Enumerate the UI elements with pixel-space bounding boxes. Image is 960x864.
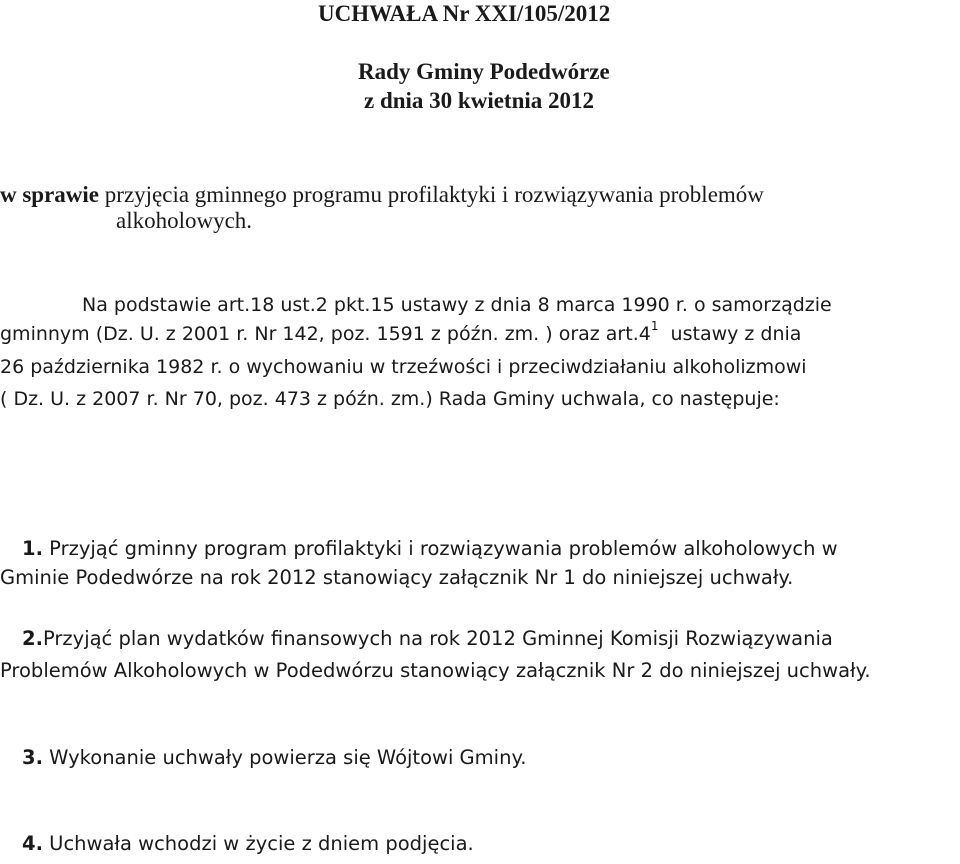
legal-basis-line-4: ( Dz. U. z 2007 r. Nr 70, poz. 473 z późn. zm.) Rada Gminy uchwala, co następuje: — [0, 388, 780, 410]
resolution-title: UCHWAŁA Nr XXI/105/2012 — [318, 1, 611, 26]
section-2-text-a: Przyjąć plan wydatków finansowych na rok 2012 Gminnej Komisji Rozwiązywania — [42, 627, 833, 650]
subject-lead: w sprawie — [0, 182, 100, 207]
resolution-date: z dnia 30 kwietnia 2012 — [364, 88, 595, 113]
section-1-text-a: Przyjąć gminny program profilaktyki i rozwiązywania problemów alkoholowych w — [42, 537, 838, 560]
subject-text: przyjęcia gminnego programu profilaktyki i rozwiązywania problemów — [99, 182, 764, 207]
section-4 — [22, 832, 474, 855]
section-4-text: Uchwała wchodzi w życie z dniem podjęcia. — [42, 832, 474, 855]
section-3-number: 3. — [22, 746, 43, 769]
council-name: Rady Gminy Podedwórze — [358, 59, 610, 84]
subject-line-1 — [0, 182, 764, 208]
section-3 — [22, 746, 526, 769]
subject-line-2: alkoholowych. — [116, 208, 253, 233]
legal-basis-text-a: gminnym (Dz. U. z 2001 r. Nr 142, poz. 1591 z późn. zm. ) oraz art.4 — [0, 323, 651, 345]
legal-basis-line-3: 26 października 1982 r. o wychowaniu w trzeźwości i przeciwdziałaniu alkoholizmowi — [0, 356, 807, 378]
section-3-text: Wykonanie uchwały powierza się Wójtowi Gminy. — [42, 746, 527, 769]
section-1-line-2: Gminie Podedwórze na rok 2012 stanowiący załącznik Nr 1 do niniejszej uchwały. — [0, 566, 794, 589]
section-2-line-2: Problemów Alkoholowych w Podedwórzu stanowiący załącznik Nr 2 do niniejszej uchwały. — [0, 659, 871, 682]
section-4-number: 4. — [22, 832, 43, 855]
section-1-line-1 — [22, 537, 838, 560]
section-2-number: 2. — [22, 627, 43, 650]
section-2-line-1 — [22, 627, 833, 650]
section-1-number: 1. — [22, 537, 43, 560]
legal-basis-text-b: ustawy z dnia — [658, 323, 802, 345]
legal-basis-line-2 — [0, 319, 802, 345]
legal-basis-line-1: Na podstawie art.18 ust.2 pkt.15 ustawy z dnia 8 marca 1990 r. o samorządzie — [82, 294, 832, 316]
article-superscript: 1 — [650, 319, 659, 333]
